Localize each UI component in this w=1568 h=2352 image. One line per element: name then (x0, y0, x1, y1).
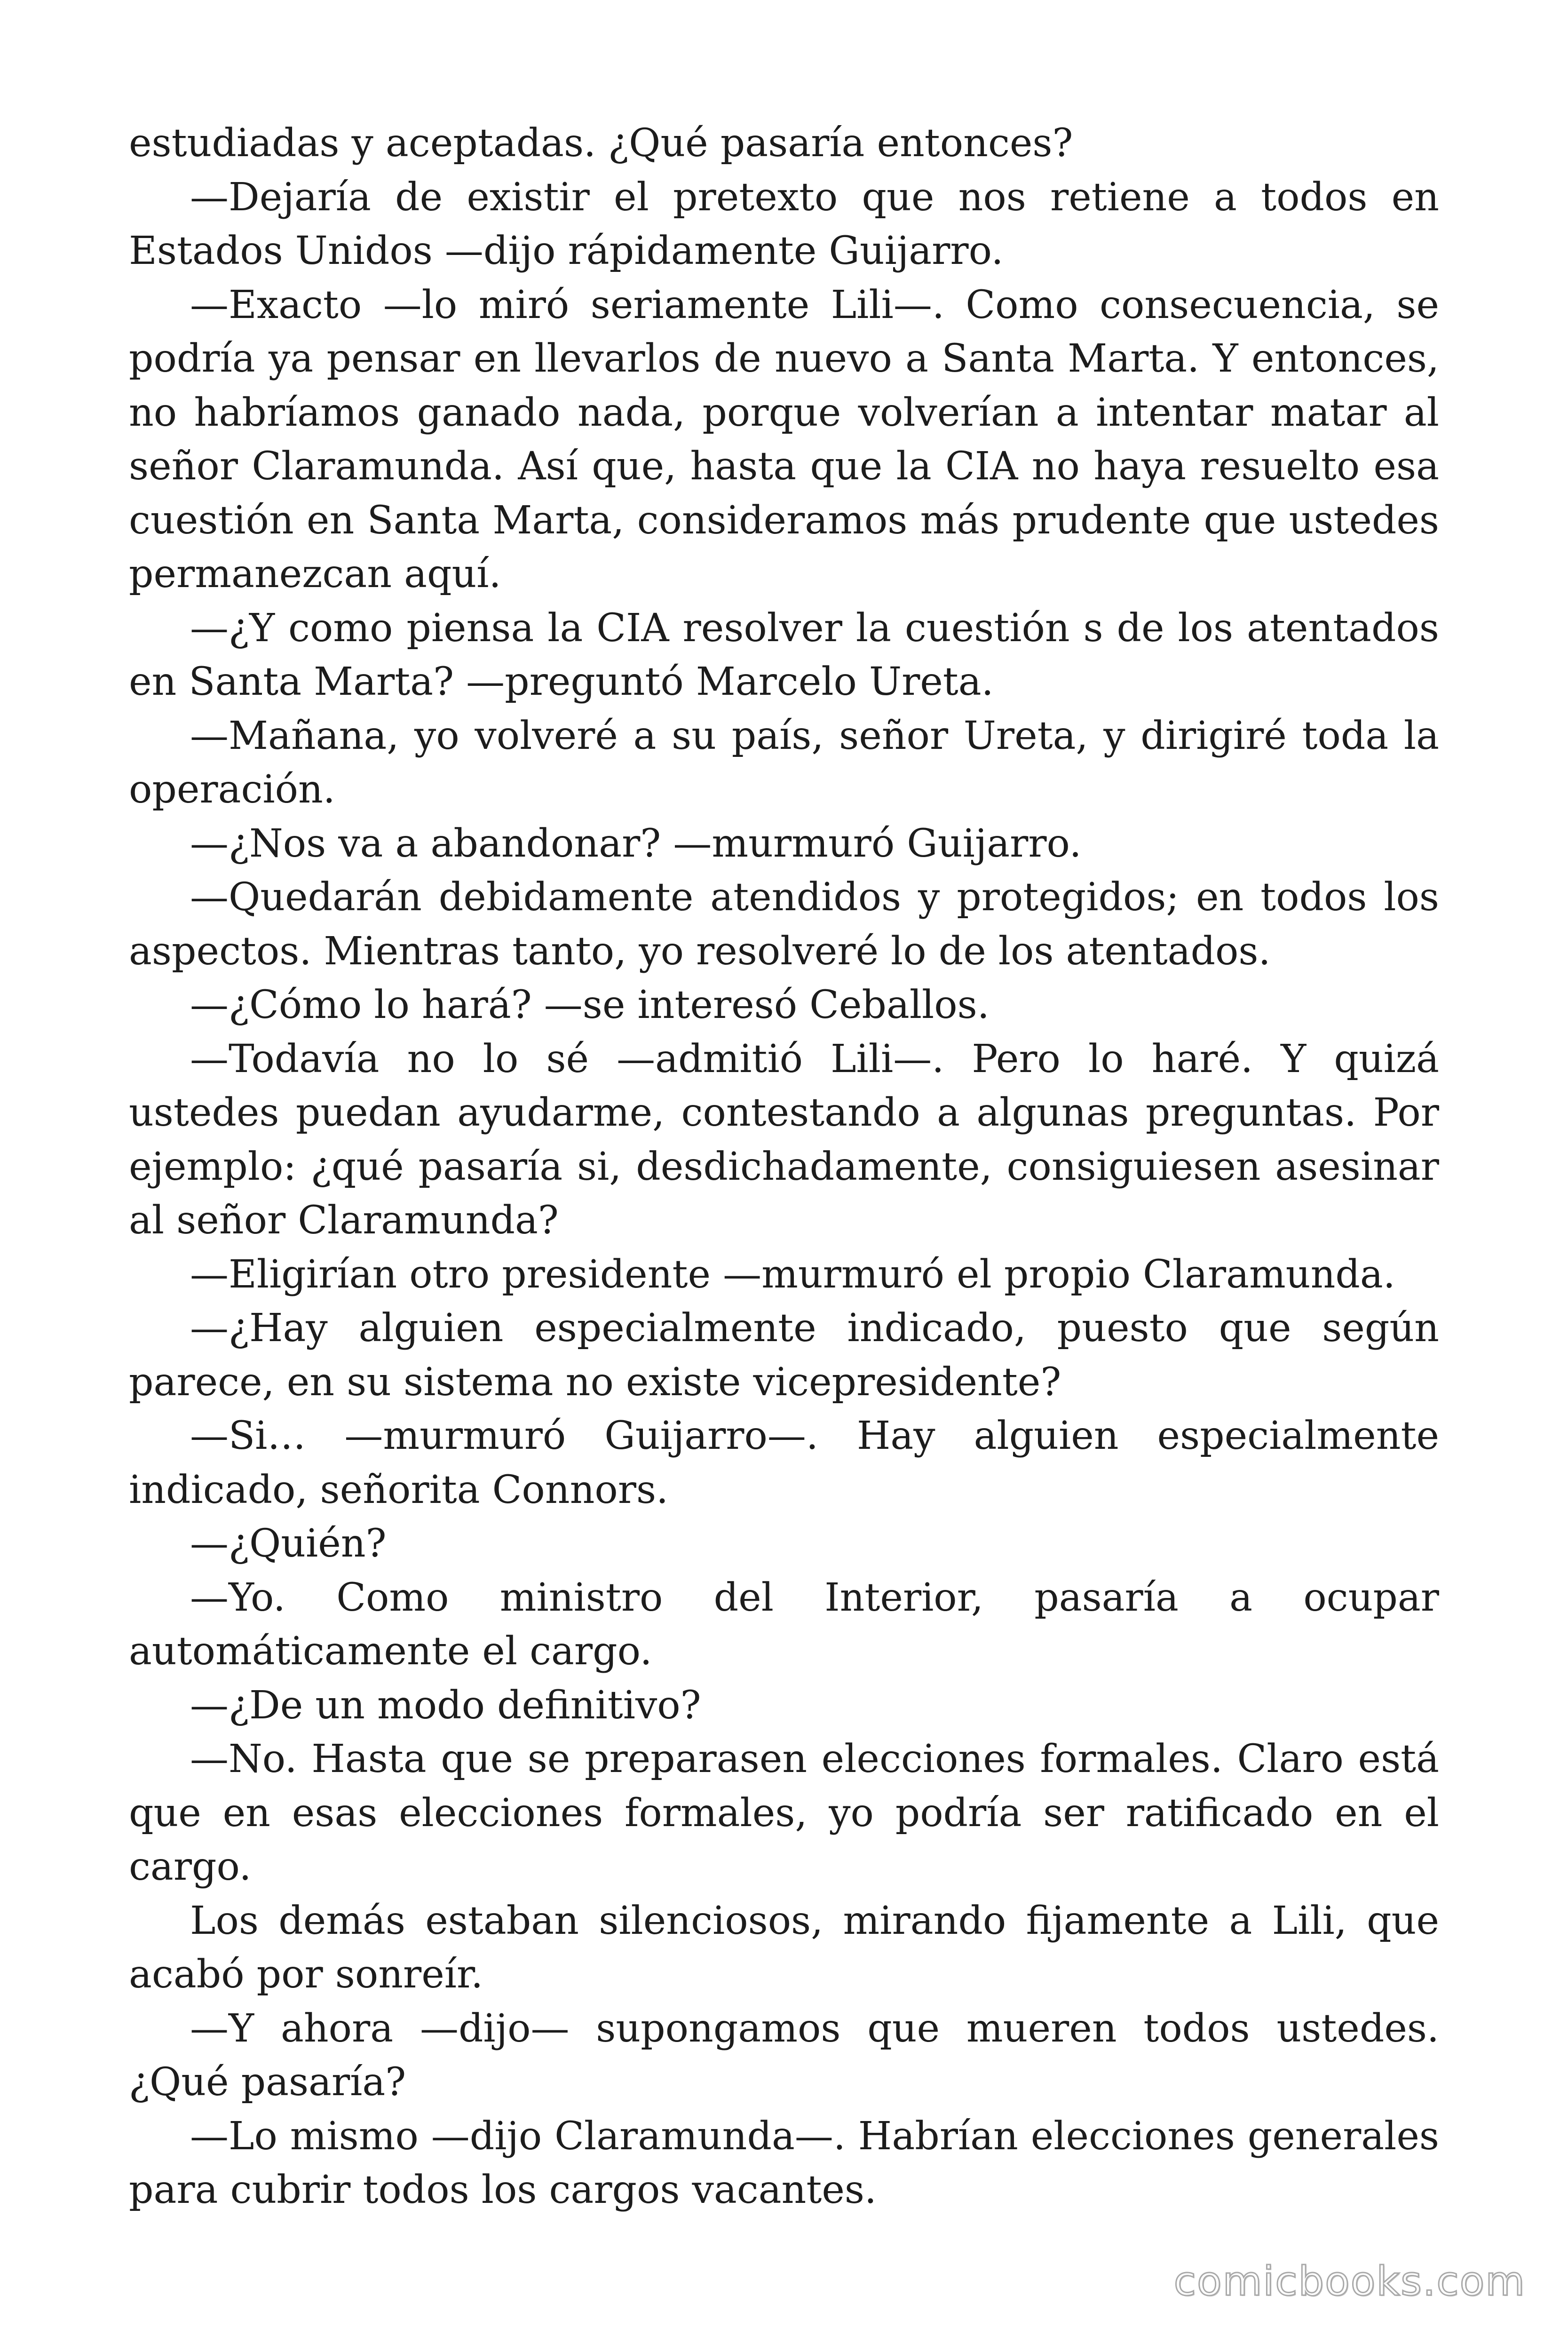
paragraph: —¿Cómo lo hará? —se interesó Ceballos. (190, 983, 990, 1027)
paragraph: —Exacto —lo miró seriamente Lili—. Como consecuencia, se podría ya pensar en llevarlos de nuevo a Santa Marta. Y entonces, no habríamos ganado nada, porque volverían a intentar matar al señor Claramunda. Así que, hasta que la CIA no haya resuelto esa cuestión en Santa Marta, consideramos más prudente que ustedes permanezcan aquí. (129, 282, 1439, 596)
paragraph: —Quedarán debidamente atendidos y protegidos; en todos los aspectos. Mientras tanto, yo resolveré lo de los atentados. (129, 875, 1439, 974)
paragraph: —¿Quién? (190, 1521, 387, 1566)
paragraph: —Eligirían otro presidente —murmuró el propio Claramunda. (190, 1252, 1395, 1297)
paragraph: —Y ahora —dijo— supongamos que mueren todos ustedes. ¿Qué pasaría? (129, 2006, 1439, 2105)
paragraph: —¿De un modo definitivo? (190, 1683, 701, 1728)
paragraph: —Lo mismo —dijo Claramunda—. Habrían elecciones generales para cubrir todos los cargos vacantes. (129, 2114, 1439, 2212)
paragraph: —Yo. Como ministro del Interior, pasaría a ocupar automáticamente el cargo. (129, 1575, 1439, 1674)
watermark-logo: comicbooks.com (1173, 2258, 1526, 2305)
paragraph: —¿Hay alguien especialmente indicado, puesto que según parece, en su sistema no existe vicepresidente? (129, 1306, 1439, 1405)
paragraph: —Dejaría de existir el pretexto que nos retiene a todos en Estados Unidos —dijo rápidamente Guijarro. (129, 175, 1439, 273)
paragraph: Los demás estaban silenciosos, mirando fijamente a Lili, que acabó por sonreír. (129, 1898, 1439, 1997)
paragraph: —¿Y como piensa la CIA resolver la cuestión s de los atentados en Santa Marta? —preguntó Marcelo Ureta. (129, 605, 1439, 704)
paragraph: —Todavía no lo sé —admitió Lili—. Pero lo haré. Y quizá ustedes puedan ayudarme, contestando a algunas preguntas. Por ejemplo: ¿qué pasaría si, desdichadamente, consiguiesen asesinar al señor Claramunda? (129, 1036, 1439, 1243)
paragraph: —Mañana, yo volveré a su país, señor Ureta, y dirigiré toda la operación. (129, 713, 1439, 812)
paragraph: —No. Hasta que se preparasen elecciones formales. Claro está que en esas elecciones formales, yo podría ser ratificado en el cargo. (129, 1737, 1439, 1889)
paragraph: —Si… —murmuró Guijarro—. Hay alguien especialmente indicado, señorita Connors. (129, 1414, 1439, 1512)
paragraph: estudiadas y aceptadas. ¿Qué pasaría entonces? (129, 121, 1073, 166)
body-text (129, 117, 1439, 2217)
paragraph: —¿Nos va a abandonar? —murmuró Guijarro. (190, 821, 1082, 866)
